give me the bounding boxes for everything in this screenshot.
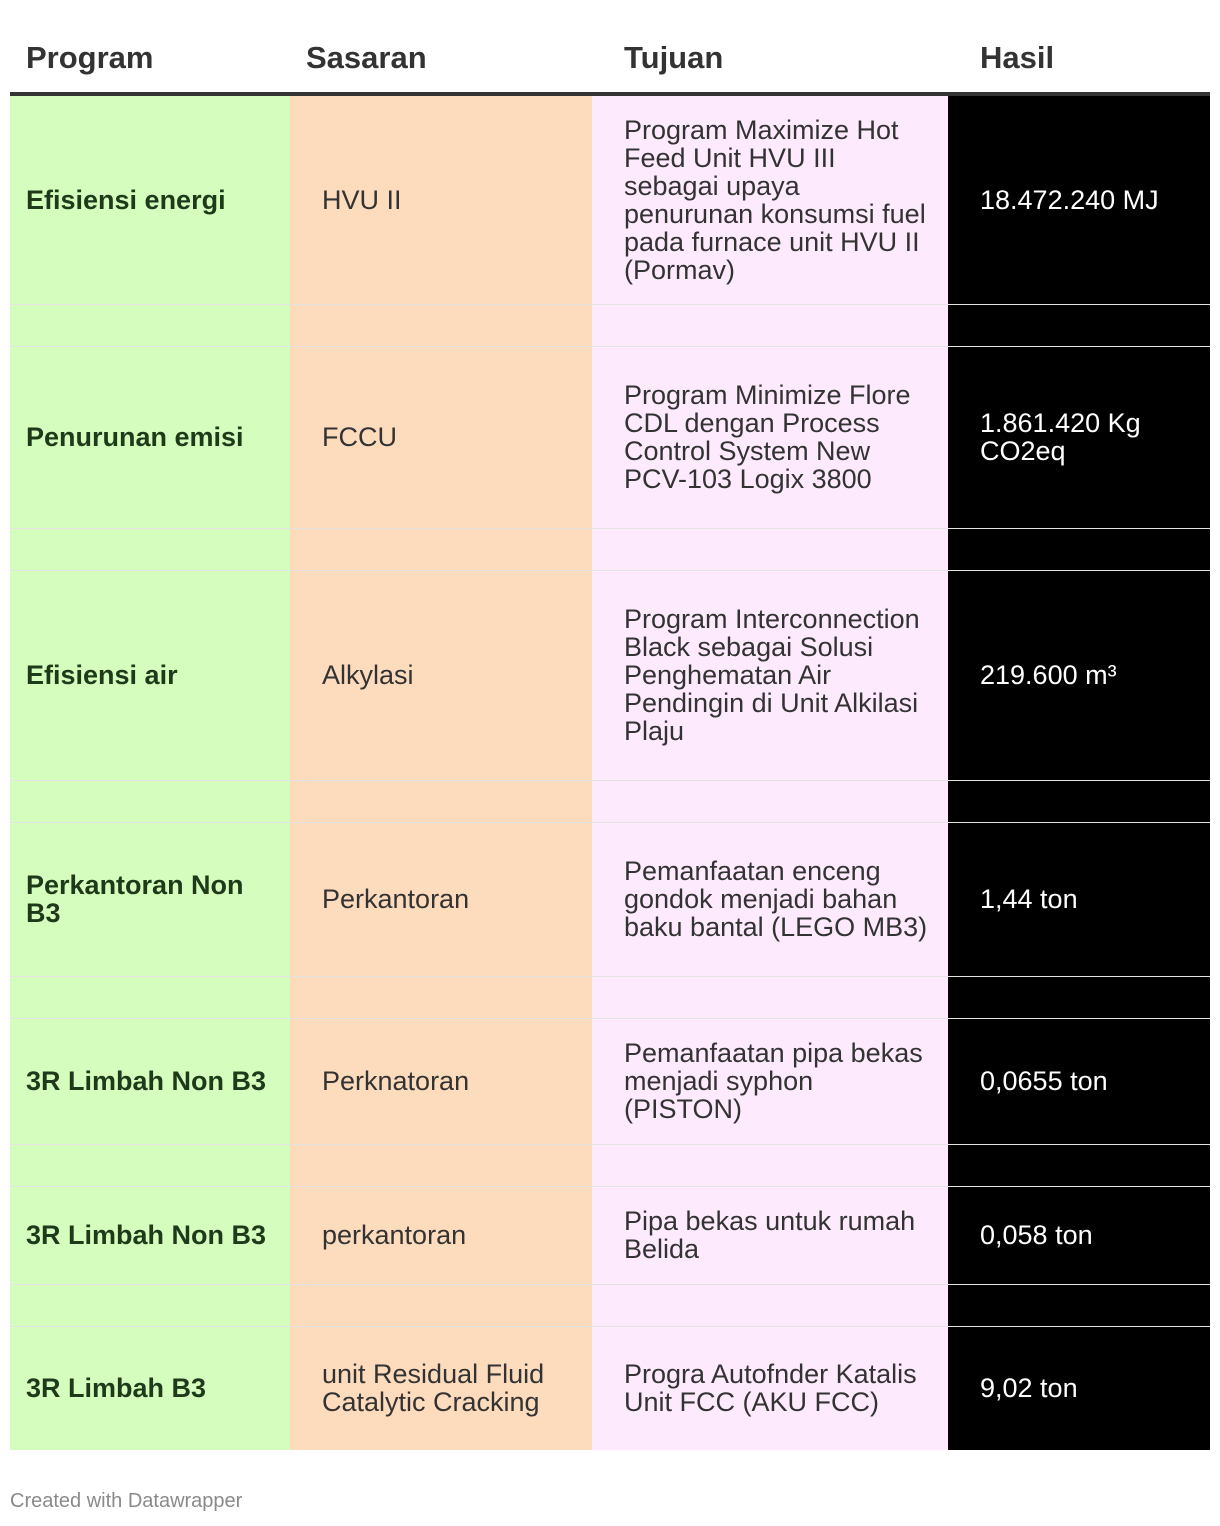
spacer-row xyxy=(10,780,1210,822)
cell-sasaran: Perkantoran xyxy=(290,822,592,976)
header-row xyxy=(10,0,1210,94)
cell-hasil: 0,058 ton xyxy=(948,1186,1210,1284)
header-program[interactable]: Program xyxy=(10,0,290,94)
cell-program: Penurunan emisi xyxy=(10,346,290,528)
program-table xyxy=(10,0,1210,1450)
datawrapper-credit[interactable]: Created with Datawrapper xyxy=(10,1490,243,1512)
header-hasil[interactable]: Hasil xyxy=(948,0,1210,94)
cell-hasil: 9,02 ton xyxy=(948,1326,1210,1450)
table-row xyxy=(10,94,1210,304)
cell-sasaran: Perknatoran xyxy=(290,1018,592,1144)
cell-tujuan: Progra Autofnder Katalis Unit FCC (AKU FCC) xyxy=(592,1326,948,1450)
spacer-row xyxy=(10,1144,1210,1186)
cell-program: Perkantoran Non B3 xyxy=(10,822,290,976)
cell-tujuan: Program Maximize Hot Feed Unit HVU III sebagai upaya penurunan konsumsi fuel pada furnace unit HVU II (Pormav) xyxy=(592,94,948,304)
cell-hasil: 18.472.240 MJ xyxy=(948,94,1210,304)
table-row xyxy=(10,1186,1210,1284)
cell-sasaran: Alkylasi xyxy=(290,570,592,780)
cell-sasaran: FCCU xyxy=(290,346,592,528)
cell-program: 3R Limbah Non B3 xyxy=(10,1186,290,1284)
cell-sasaran: unit Residual Fluid Catalytic Cracking xyxy=(290,1326,592,1450)
spacer-row xyxy=(10,1284,1210,1326)
table-row xyxy=(10,1018,1210,1144)
table-row xyxy=(10,1326,1210,1450)
cell-tujuan: Pemanfaatan enceng gondok menjadi bahan baku bantal (LEGO MB3) xyxy=(592,822,948,976)
cell-program: 3R Limbah B3 xyxy=(10,1326,290,1450)
cell-hasil: 1,44 ton xyxy=(948,822,1210,976)
cell-tujuan: Program Interconnection Black sebagai Solusi Penghematan Air Pendingin di Unit Alkilasi Plaju xyxy=(592,570,948,780)
cell-sasaran: HVU II xyxy=(290,94,592,304)
spacer-row xyxy=(10,976,1210,1018)
cell-hasil: 1.861.420 Kg CO2eq xyxy=(948,346,1210,528)
data-table-container xyxy=(10,0,1210,1450)
cell-tujuan: Pipa bekas untuk rumah Belida xyxy=(592,1186,948,1284)
table-row xyxy=(10,346,1210,528)
table-row xyxy=(10,822,1210,976)
header-tujuan[interactable]: Tujuan xyxy=(592,0,948,94)
cell-program: 3R Limbah Non B3 xyxy=(10,1018,290,1144)
spacer-row xyxy=(10,528,1210,570)
table-row xyxy=(10,570,1210,780)
header-sasaran[interactable]: Sasaran xyxy=(290,0,592,94)
cell-program: Efisiensi energi xyxy=(10,94,290,304)
cell-tujuan: Program Minimize Flore CDL dengan Process Control System New PCV-103 Logix 3800 xyxy=(592,346,948,528)
cell-hasil: 0,0655 ton xyxy=(948,1018,1210,1144)
cell-tujuan: Pemanfaatan pipa bekas menjadi syphon (PISTON) xyxy=(592,1018,948,1144)
cell-sasaran: perkantoran xyxy=(290,1186,592,1284)
cell-program: Efisiensi air xyxy=(10,570,290,780)
spacer-row xyxy=(10,304,1210,346)
cell-hasil: 219.600 m³ xyxy=(948,570,1210,780)
